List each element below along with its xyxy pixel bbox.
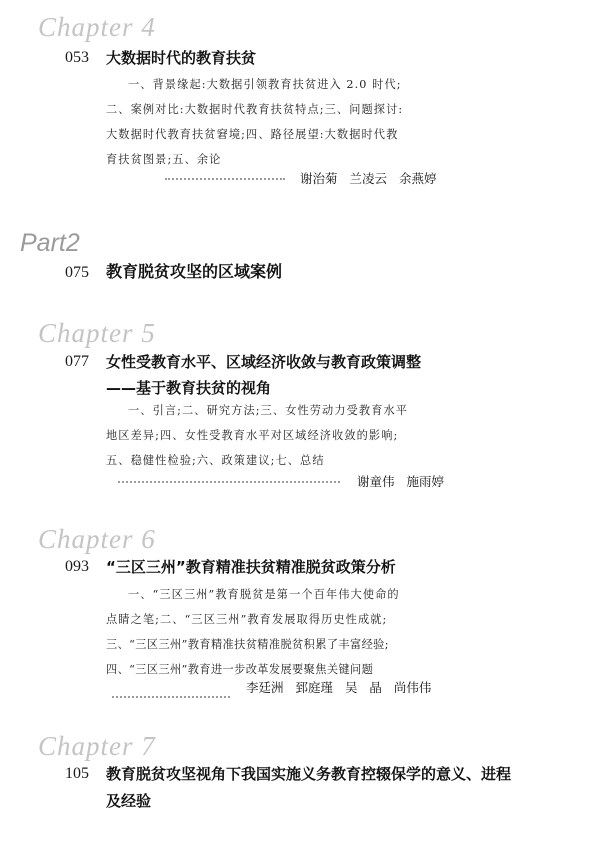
abstract-line: 一、背景缘起:大数据引领教育扶贫进入 2.0 时代; — [128, 78, 402, 91]
entry-authors: 李廷洲 郅庭瑾 吴 晶 尚伟伟 — [246, 680, 432, 695]
page-number: 053 — [65, 49, 89, 66]
chapter-heading: Chapter 5 — [38, 318, 156, 348]
abstract-line: 点睛之笔;二、“三区三州”教育发展取得历史性成就; — [106, 613, 388, 626]
entry-authors: 谢童伟 施雨婷 — [357, 474, 444, 489]
abstract-line: 五、稳健性检验;六、政策建议;七、总结 — [106, 454, 325, 467]
entry-title-continued: 及经验 — [106, 792, 152, 810]
entry-title: “三区三州”教育精准扶贫精准脱贫政策分析 — [106, 558, 396, 576]
entry-abstract — [106, 398, 408, 473]
page-number: 093 — [65, 558, 89, 575]
abstract-line: 四、“三区三州”教育进一步改革发展要聚焦关键问题 — [106, 663, 374, 676]
page-number: 105 — [65, 765, 89, 782]
dotted-leader — [112, 696, 230, 698]
entry-title: 女性受教育水平、区域经济收敛与教育政策调整 — [106, 353, 422, 371]
abstract-line: 二、案例对比:大数据时代教育扶贫特点;三、问题探讨: — [106, 103, 404, 116]
page-number: 077 — [65, 353, 89, 370]
abstract-line: 地区差异;四、女性受教育水平对区域经济收敛的影响; — [106, 429, 399, 442]
dotted-leader — [118, 481, 340, 483]
abstract-line: 一、引言;二、研究方法;三、女性劳动力受教育水平 — [128, 404, 409, 417]
entry-abstract — [106, 582, 400, 682]
part-heading: Part2 — [20, 229, 80, 257]
chapter-heading: Chapter 6 — [38, 524, 156, 554]
entry-subtitle: ——基于教育扶贫的视角 — [106, 379, 272, 397]
entry-abstract — [106, 72, 403, 172]
abstract-line: 育扶贫图景;五、余论 — [106, 153, 222, 166]
page-number: 075 — [65, 264, 89, 281]
abstract-line: 三、“三区三州”教育精准扶贫精准脱贫积累了丰富经验; — [106, 638, 389, 651]
entry-authors: 谢治菊 兰凌云 余燕婷 — [300, 171, 437, 186]
abstract-line: 大数据时代教育扶贫窘境;四、路径展望:大数据时代教 — [106, 128, 399, 141]
dotted-leader — [165, 178, 285, 180]
entry-title: 大数据时代的教育扶贫 — [106, 49, 257, 67]
abstract-line: 一、“三区三州”教育脱贫是第一个百年伟大使命的 — [128, 588, 400, 601]
entry-title: 教育脱贫攻坚视角下我国实施义务教育控辍保学的意义、进程 — [106, 765, 512, 783]
entry-title: 教育脱贫攻坚的区域案例 — [106, 262, 283, 281]
chapter-heading: Chapter 4 — [38, 12, 156, 42]
chapter-heading: Chapter 7 — [38, 731, 156, 761]
